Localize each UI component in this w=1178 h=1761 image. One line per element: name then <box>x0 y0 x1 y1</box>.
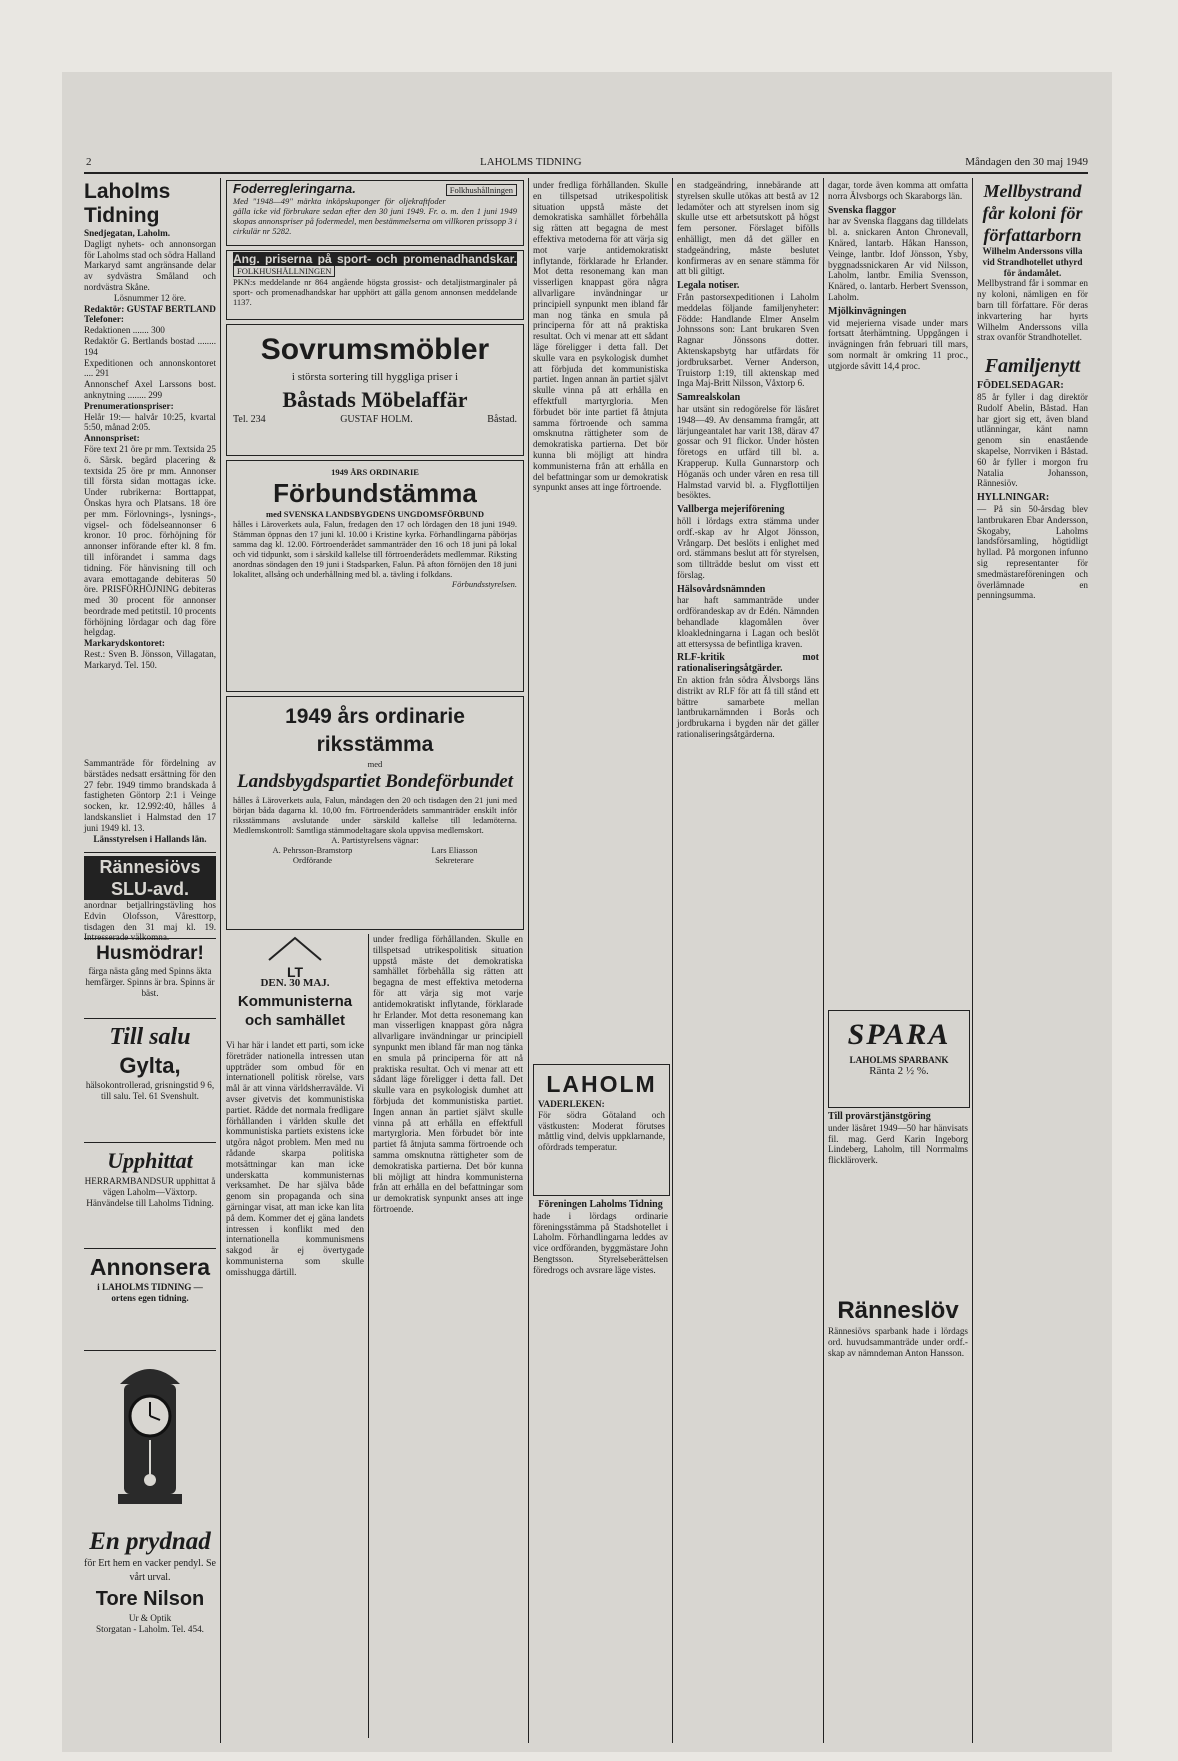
left-notice <box>84 758 216 850</box>
pendulum-clock-icon <box>110 1354 190 1524</box>
assembly-org: med SVENSKA LANDSBYGDENS UNGDOMSFÖRBUND <box>266 509 484 519</box>
ad-text: anordnar betjallringstävling hos Edvin Olofsson, Våresttorp, tisdagen den 31 maj kl. 19. <box>84 900 216 932</box>
chair-name: A. Pehrsson-Bramstorp <box>272 845 353 855</box>
article-text: höll i lördags extra stämma under ordf.-skap av hr Algot Jönsson, Vrångarp. Det beslöts i enlighet med ord. stämmans beslut att för styrelsen, som tillträdde beslut om visst ett förslag. <box>677 515 819 580</box>
ad-slu <box>84 856 216 936</box>
phone-line: Annonschef Axel Larssons bost. anknytning ........ 299 <box>84 379 216 400</box>
box-title: Foderregleringarna. <box>233 181 356 196</box>
chair-role: Ordförande <box>292 855 333 865</box>
article-title: Legala notiser. <box>677 280 740 292</box>
column-divider <box>368 934 369 1738</box>
article-text: under fredliga förhållanden. Skulle en tillspetsad utrikespolitisk situation uppstå mäste det demokratiska samhället förbehålla sig rätten att begagna de mest effektiva metoderna för att värja sig mot varje antidemokratiskt inflytande, förklarade hr Erlander. Mot detta resonemang kan man visserligen knappast göra några allvarligare invändningar ur principiell synpunkt men ibland får man nog tänka en smula på principerna för att nå praktiska resultat. Och vi menar att ett sådant läge föreligger i detta fall. Det skulle vara en psykologisk dumhet att förbjuda det kommunistiska partiet. Ingen annan än partiet självt skulle vinna på att erhålla en effektfull martyrgloria. Men förbudet bör inte partiet få åtnjuta samma förtroende och samma omsknutna rättigheter som de demokratiska partierna. Det bör kunna bli möjligt att hindra kommunisterna från att erhålla en del befattningar som ur demokratisk synpunkt anses att inge förtroende. <box>533 180 668 493</box>
article-body <box>226 1040 364 1738</box>
assembly-sub: med <box>367 759 383 769</box>
foreningen-article <box>533 1200 668 1738</box>
assembly-ad-1 <box>226 460 524 692</box>
ad-text: hälsokontrollerad, grisningstid 9 6, till salu. Tel. 61 Svenshult. <box>85 1080 215 1101</box>
news-column-3 <box>533 180 668 1060</box>
masthead-price: Lösnummer 12 öre. <box>113 292 187 303</box>
spara-ad <box>828 1010 970 1108</box>
article-text: Vi har här i landet ett parti, som icke företräder nationella intressen utan uppträder som ombud för en internationell politisk rörelse, vars mål är att vinna världsherravälde. Vi avser givetvis det kommunistiska partiet. Rädde det normala fredligare förhållanden i världen skulle det kommunistiska partiets existens icke utgöra något problem. Men med nu rådande skarpa politiska motsättningar kan man icke underskatta kommunisternas verksamhet. De har själva både genom sin propaganda och sina gärningar visat, att man icke kan lita på dem. Kommer det ej gäna landets intressen i konflikt med den internationella kommunismens sakgod är ej övertygade kommunisterna som skulle omisshugga därtill. <box>226 1040 364 1277</box>
secretary-role: Sekreterare <box>435 855 474 865</box>
shop-address: Storgatan - Laholm. Tel. 454. <box>96 1623 204 1634</box>
article-title: Samrealskolan <box>677 392 741 404</box>
lt-date: DEN. 30 MAJ. <box>260 976 330 989</box>
store-place: Båstad. <box>487 414 517 425</box>
ad-till-salu <box>84 1022 216 1140</box>
article-title: Till provärstjänstgöring <box>828 1111 931 1122</box>
column-divider <box>823 178 824 1743</box>
masthead-editor: Redaktör: GUSTAF BERTLAND <box>84 303 216 314</box>
ad-annonsera <box>84 1252 216 1348</box>
shop-name: Tore Nilson <box>95 1587 205 1610</box>
assembly-text: hålles å Läroverkets aula, Falun, måndagen den 20 och tisdagen den 21 juni med början båda dagarna kl. 10,00 fm. Förtroenderådets sammanträder enskilt inför riksstämmans avslutande under särskild kallelse till ledamöterna. Medlemskontroll: Samtliga stämmodeltagare skola uppvisa medlemskort. <box>233 795 517 835</box>
ad-subtitle: Gylta, <box>119 1053 181 1078</box>
office-title: Markarydskontoret: <box>84 638 165 649</box>
article-title: Hälsovårdsnämnden <box>677 583 766 595</box>
column-divider <box>220 178 221 1743</box>
article-title: Svenska flaggor <box>828 204 897 216</box>
divider <box>84 1350 216 1351</box>
page-number: 2 <box>86 156 92 168</box>
article-text: under läsåret 1949—50 har hänvisats fil. mag. Gerd Karin Ingeborg Lindeberg, Laholm, till Norrmalms flickläroverk. <box>828 1122 968 1166</box>
store-tel: Tel. 234 <box>233 414 266 425</box>
article-title: RLF-kritik mot rationaliseringsåtgärder. <box>677 652 819 675</box>
pris-article <box>828 1112 968 1222</box>
shop-sub: Ur & Optik <box>128 1612 172 1623</box>
column-divider <box>972 178 973 1743</box>
ad-sub: i största sortering till hyggliga priser i <box>291 371 459 383</box>
masthead-title: Laholms Tidning <box>84 180 171 227</box>
column-divider <box>528 178 529 1743</box>
box-title: LAHOLM <box>546 1071 657 1097</box>
divider <box>84 852 216 853</box>
masthead-desc: Markaryd samt angränsande delar av sydvästra Småland och nordvästra Skåne. <box>84 260 216 292</box>
ration-box <box>226 180 524 246</box>
news-column-6 <box>977 180 1088 1738</box>
lt-box <box>226 934 364 1034</box>
article-text: En aktion från södra Älvsborgs läns distrikt av RLF för att få till stånd ett bättre samarbete mellan lantbrukarnämnden i Borås och jordbrukarna i bygden när det gäller rationaliseringsåtgärderna. <box>677 675 819 740</box>
paper-name: LAHOLMS TIDNING <box>480 156 582 168</box>
article-title: Vallberga mejeriförening <box>677 504 785 516</box>
ad-title: Till salu <box>109 1024 191 1050</box>
lt-logo-text: LT <box>286 963 304 980</box>
greetings-text: — På sin 50-årsdag blev lantbrukaren Ebar Andersson, Skogaby, Laholms landsförsamling, högtidligt hyllad. På morgonen infunno sig representanter för smedmästareföreningen och överlämnade en penningsumma. <box>977 503 1088 601</box>
lt-logo-icon <box>265 934 325 964</box>
box-text: PKN:s meddelande nr 864 angående högsta grossist- och detaljistmarginaler på sport- och promenadhandskar har upphört att gälla genom annonsen meddelande 1137. <box>233 276 517 307</box>
issue-date: Måndagen den 30 maj 1949 <box>965 156 1088 168</box>
ad-title: Rännesiövs SLU-avd. <box>84 856 216 900</box>
secretary-name: Lars Eliasson <box>431 845 478 855</box>
prices-text: Helår 19:— halvår 10:25, kvartal 5:50, månad 2:05. <box>84 411 216 433</box>
assembly-board: A. Partistyrelsens vägnar: <box>331 835 419 845</box>
assembly-kicker: 1949 ÅRS ORDINARIE <box>331 467 419 477</box>
office-text: Rest.: Sven B. Jönsson, Villagatan, Markaryd. Tel. 150. <box>84 649 216 670</box>
box-text: Med "1948—49" märkta inköpskuponger för oljekraftfoder gälla icke vid förbrukare sedan efter den 30 juni 1949. Fr. o. m. den 1 juni 1949 skopas annonspriser på fodermedel, men bestämmelserna om villkoren prissopp 3 i cirkulär nr 5282. <box>233 195 517 236</box>
phones-title: Telefoner: <box>84 314 124 325</box>
sport-box <box>226 250 524 320</box>
party-name: Landsbygdspartiet Bondeförbundet <box>236 771 514 792</box>
article-text: har haft sammanträde under ordförandeskap av dr Edén. Nämnden behandlade klagomålen över kloakledningarna i Lagan och beslöt att ettersyssa de befintliga kraven. <box>677 595 819 649</box>
furniture-ad <box>226 324 524 456</box>
article-title: Ränneslöv <box>837 1297 959 1324</box>
interest-rate: Ränta 2 ½ %. <box>869 1064 929 1077</box>
notice-sign: Länsstyrelsen i Hallands län. <box>93 833 207 844</box>
assembly-sign: Förbundsstyrelsen. <box>451 579 517 589</box>
phone-line: Redaktionen ....... 300 <box>84 325 165 336</box>
article-text: har utsänt sin redogörelse för läsåret 1948—49. Av densamma framgår, att lärjungeantalet har varit 138, därav 47 gossar och 91 flickor. Under hösten företogs en utfärd till bl. a. Krapperup. Kulla Gunnarstorp och Höganäs och under våren en resa till Halmstad varvid bl. a. Flygflottiljen besöktes. <box>677 403 819 501</box>
ad-text: för Ert hem en vacker pendyl. Se vårt urval. <box>84 1557 216 1583</box>
ad-clock <box>84 1354 216 1738</box>
weather-text: För södra Götaland och västkusten: Moderat förutses måttlig vind, delvis uppklarnande, ofördrads temperatur. <box>538 1109 665 1153</box>
article-title: Kommunisterna och samhället <box>237 993 353 1030</box>
column-divider <box>672 178 673 1743</box>
masthead-desc: Dagligt nyhets- och annonsorgan för Laholms stad och södra Halland <box>84 238 216 260</box>
article-text: dagar, torde även komma att omfatta norra Älvsborgs och Skaraborgs län. <box>828 180 968 201</box>
box-title: Ang. priserna på sport- och promenadhandskar. <box>233 252 517 266</box>
ad-title: SPARA <box>847 1018 951 1051</box>
ad-text: HERRARMBANDSUR upphittat å vägen Laholm—Växtorp. Hänvändelse till Laholms Tidning. <box>84 1176 216 1208</box>
notice-text: Sammanträde för fördelning av bärstädes nedsatt ersättning för den 27 febr. 1949 timmo brandskada å fastigheten Göntorp 2:1 i Veinge socken, kr. 12.992:40, hålles å landskansliet i Halmstad den 17 juni 1949 kl. 13. <box>84 758 216 833</box>
article-text: Från pastorsexpeditionen i Laholm meddelas följande familjenyheter: Födde: Handlande Elmer Anselm Johnssons son: Lant brukaren Sven Ragnar Jönssons dotter. Aktenskapsbytg har utfärdats för jordbruksarbet. Verner Anderson, Truistorp 1:19, till aktenskap med Inga Maj-Britt Nilsson, Våxtorp 6. <box>677 291 819 389</box>
assembly-ad-2 <box>226 696 524 930</box>
article-title: Föreningen Laholms Tidning <box>538 1199 663 1210</box>
section-title: Familjenytt <box>984 355 1081 378</box>
divider <box>84 1018 216 1019</box>
box-tag: FOLKHUSHÅLLNINGEN <box>233 265 335 277</box>
article-text: Mellbystrand får i sommar en ny koloni, nämligen en för barn till författare. För deras inkvartering har hyrts Wilhelm Anderssons villa strax ovanför Strandhotellet. <box>977 278 1088 343</box>
prices-title: Prenumerationspriser: <box>84 400 174 411</box>
birthdays-title: FÖDELSEDAGAR: <box>977 380 1064 392</box>
masthead-address: Snedjegatan, Laholm. <box>84 228 171 238</box>
store-name: Båstads Möbelaffär <box>282 387 468 412</box>
ad-title: Annonsera <box>89 1254 211 1280</box>
ad-text: i LAHOLMS TIDNING — ortens egen tidning. <box>97 1282 203 1303</box>
assembly-title: Förbundstämma <box>273 478 477 508</box>
phone-line: Expeditionen och annonskontoret .... 291 <box>84 357 216 379</box>
ad-upphittat <box>84 1146 216 1246</box>
ads-title: Annonspriset: <box>84 433 140 444</box>
ads-text: Före text 21 öre pr mm. Textsida 25 ö. Särsk. begärd placering & textsida 25 öre pr mm. Annonser till första sidan mottagas icke. Under rubrikerna: Borttappat, Önskas hyra och Platsans. 18 öre per mm. Förlovnings-, lysnings-, vigsel- och födelseannonser 6 kronor. 10 proc. förhöjning för annonser införande efter kl. 8 fm. till införandet i samma dags tidning. För hänvisning till och avara emottagande debiteras 50 öre. PRISFÖRHÖJNING debiteras med 30 procent för annonser beordrade med petitstil. 10 procents förhöjning lördagar och dag före helgdag. <box>84 443 216 638</box>
article-text: har av Svenska flaggans dag tilldelats bl. a. snickaren Anton Chronevall, Knäred, lantarb. Håkan Hansson, Veinge, lantbr. Idof Jönsson, Ysby, byggnadssnickaren Ar vid Nilsson, Laholm, lantbr. Emilia Svensson, Knäred, o. lantarb. Herbert Svensson, Laholm. <box>828 216 968 302</box>
assembly-title: 1949 års ordinarie riksstämma <box>285 705 465 756</box>
assembly-text: hålles i Läroverkets aula, Falun, fredagen den 17 och lördagen den 18 juni 1949. Stämman öppnas den 17 juni kl. 10.00 i Kristine kyrka. Förhandlingarna påbörjas samma dag kl. 12.00. Förtroenderådet sammanträder den 16 och 18 juni på lokal och vid tidpunkt, som i särskild kallelse till förtroenderådets medlemmar. Riksting anordnas söndagen den 19 juni i Stadsparken, Falun. På afton förnöjen den 18 juni lokalitet, allsång och underhållning med bl. a. tävling i folkdans. <box>233 519 517 579</box>
article-text: Rännesiövs sparbank hade i lördags ord. huvudsammanträde under ordf.-skap av nämndeman Anton Hansson. <box>828 1326 968 1358</box>
ad-title: Upphittat <box>107 1148 193 1173</box>
ad-title: Husmödrar! <box>96 943 204 964</box>
divider <box>84 1142 216 1143</box>
article-continued <box>373 934 523 1738</box>
news-column-4 <box>677 180 819 1738</box>
ranneslov-article <box>828 1296 968 1738</box>
ad-text: färga nästa gång med Spinns äkta hemfärger. Spinns är bra. Spinns är bäst. <box>85 966 215 998</box>
article-text: hade i lördags ordinarie föreningsstämma på Stadshotellet i Laholm. Förhandlingarna leddes av vice ordföranden, byggmästare John Bengtsson. Styrelseberättelsen föredrogs och avsrare läge vistes. <box>533 1210 668 1275</box>
ad-title: Sovrumsmöbler <box>260 333 490 366</box>
divider <box>84 938 216 939</box>
article-subtitle: Wilhelm Anderssons villa vid Strandhotellet uthyrd för ändamålet. <box>982 246 1083 278</box>
article-text: en stadgeändring, innebärande att styrelsen skulle utökas att bestå av 12 ledamöter och att styrelsen inom sig skulle utse ett arbetsutskott på högst fem personer. Förslaget bifölls enhälligt, men då det gäller en stadgeändring, måste beslutet konfirmeras av en senare stämma för att bli giltigt. <box>677 180 819 277</box>
news-column-5 <box>828 180 968 580</box>
header-rule <box>84 172 1088 174</box>
divider <box>84 1248 216 1249</box>
ad-husmodrar <box>84 942 216 1016</box>
phone-line: Redaktör G. Bertlands bostad ........ 194 <box>84 335 216 357</box>
masthead <box>84 180 216 754</box>
ad-title: En prydnad <box>89 1527 211 1555</box>
store-owner: GUSTAF HOLM. <box>340 414 413 425</box>
laholm-weather-box <box>533 1064 670 1196</box>
birthdays-text: 85 år fyller i dag direktör Rudolf Abelin, Båstad. Han har gjort sig ett, även bland utlänningar, känt namn genom sin enastående skapelse, Norrviken i Båstad. 60 år fyller i morgon fru Natalia Johansson, Rännesiöv. <box>977 391 1088 489</box>
article-title: Mellbystrand får koloni för författarborn <box>982 181 1083 245</box>
article-text: under fredliga förhållanden. Skulle en tillspetsad utrikespolitisk situation uppstå mäste det demokratiska samhället förbehålla sig rätten att begagna de mest effektiva metoderna för att värja sig mot varje antidemokratiskt inflytande, förklarade hr Erlander. Mot detta resonemang kan man visserligen knappast göra några allvarligare invändningar ur principiell synpunkt men ibland får man nog tänka en smula på principerna för att nå praktiska resultat. Och vi menar att ett sådant läge föreligger i detta fall. Det skulle vara en psykologisk dumhet att förbjuda det kommunistiska partiet. Ingen annan än partiet självt skulle vinna på att erhålla en effektfull martyrgloria. Men förbudet bör inte partiet få åtnjuta samma förtroende och samma omsknutna rättigheter som de demokratiska partierna. Det bör kunna bli möjligt att hindra kommunisterna från att erhålla en del befattningar som ur demokratisk synpunkt anses att inge förtroende. <box>373 934 523 1214</box>
weather-title: VADERLEKEN: <box>538 1099 605 1109</box>
bank-name: LAHOLMS SPARBANK <box>849 1055 949 1065</box>
box-tag: Folkhushållningen <box>446 184 517 196</box>
article-text: vid mejerierna visade under mars fortsatt återhämtning. Uppgången i invägningen från februari till mars, som normalt är omkring 11 proc., utgjorde såvitt 14,4 proc. <box>828 317 968 371</box>
article-title: Mjölkinvägningen <box>828 305 907 317</box>
greetings-title: HYLLNINGAR: <box>977 492 1050 504</box>
